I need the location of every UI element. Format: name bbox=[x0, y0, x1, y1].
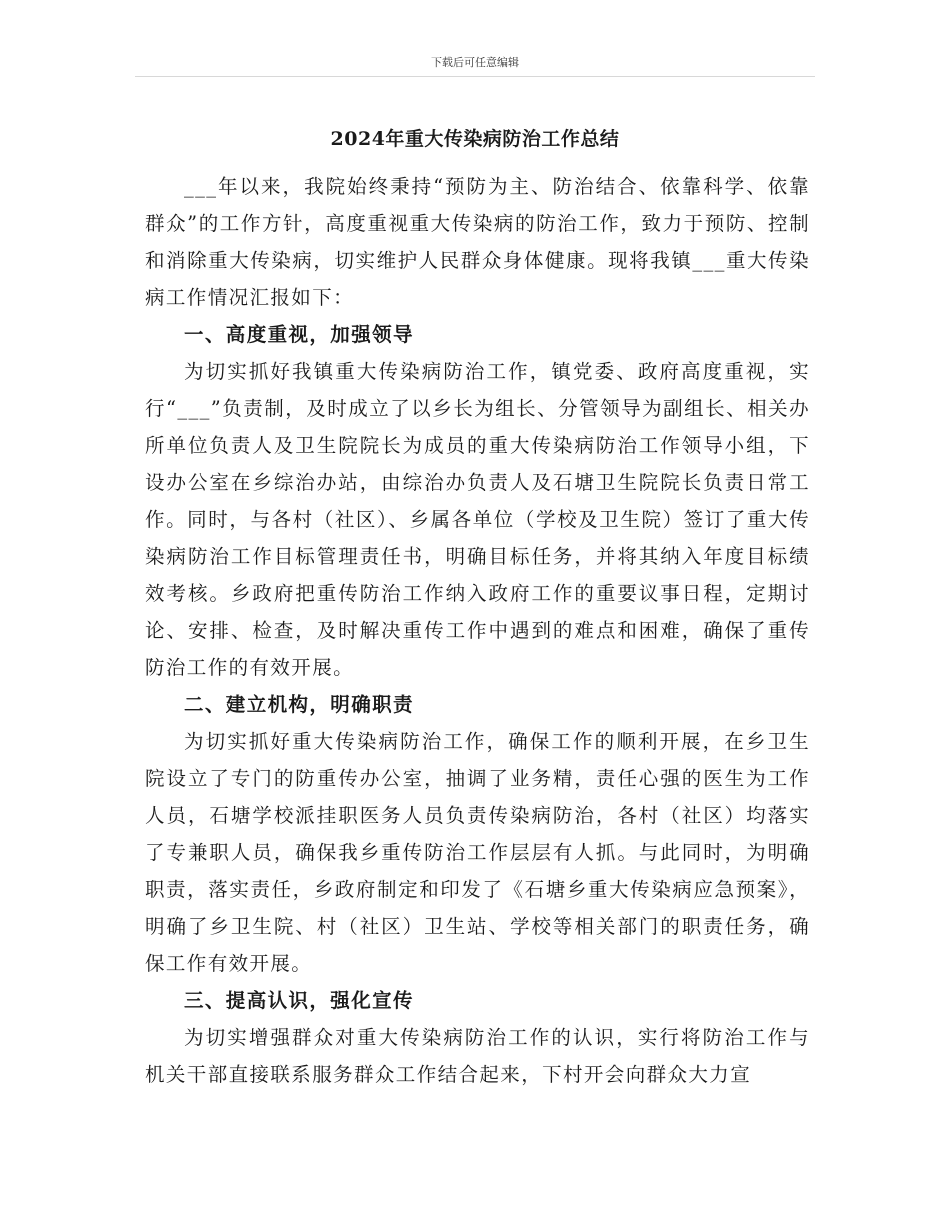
section-2-body: 为切实抓好重大传染病防治工作，确保工作的顺利开展，在乡卫生院设立了专门的防重传办公室，抽调了业务精，责任心强的医生为工作人员，石塘学校派挂职医务人员负责传染病防治，各村（社区）均落实了专兼职人员，确保我乡重传防治工作层层有人抓。与此同时，为明确职责，落实责任，乡政府制定和印发了《石塘乡重大传染病应急预案》，明确了乡卫生院、村（社区）卫生站、学校等相关部门的职责任务，确保工作有效开展。 bbox=[145, 730, 810, 975]
section-3-heading: 三、提高认识，强化宣传 bbox=[184, 989, 414, 1012]
header-divider bbox=[135, 76, 815, 77]
intro-paragraph: ___年以来，我院始终秉持“预防为主、防治结合、依靠科学、依靠群众”的工作方针，高度重视重大传染病的防治工作，致力于预防、控制和消除重大传染病，切实维护人民群众身体健康。现将我镇___重大传染病工作情况汇报如下： bbox=[145, 175, 810, 309]
section-2-heading: 二、建立机构，明确职责 bbox=[184, 693, 414, 716]
page-header: 下载后可任意编辑 bbox=[431, 56, 519, 69]
section-1-body: 为切实抓好我镇重大传染病防治工作，镇党委、政府高度重视，实行“___”负责制，及时成立了以乡长为组长、分管领导为副组长、相关办所单位负责人及卫生院院长为成员的重大传染病防治工作领导小组，下设办公室在乡综治办站，由综治办负责人及石塘卫生院院长负责日常工作。同时，与各村（社区）、乡属各单位（学校及卫生院）签订了重大传染病防治工作目标管理责任书，明确目标任务，并将其纳入年度目标绩效考核。乡政府把重传防治工作纳入政府工作的重要议事日程，定期讨论、安排、检查，及时解决重传工作中遇到的难点和困难，确保了重传防治工作的有效开展。 bbox=[145, 360, 810, 679]
section-1-heading: 一、高度重视，加强领导 bbox=[184, 323, 414, 346]
document-body bbox=[145, 168, 810, 1093]
section-3-body: 为切实增强群众对重大传染病防治工作的认识，实行将防治工作与机关干部直接联系服务群众工作结合起来，下村开会向群众大力宣 bbox=[145, 1026, 810, 1086]
document-title: 2024年重大传染病防治工作总结 bbox=[330, 128, 620, 150]
